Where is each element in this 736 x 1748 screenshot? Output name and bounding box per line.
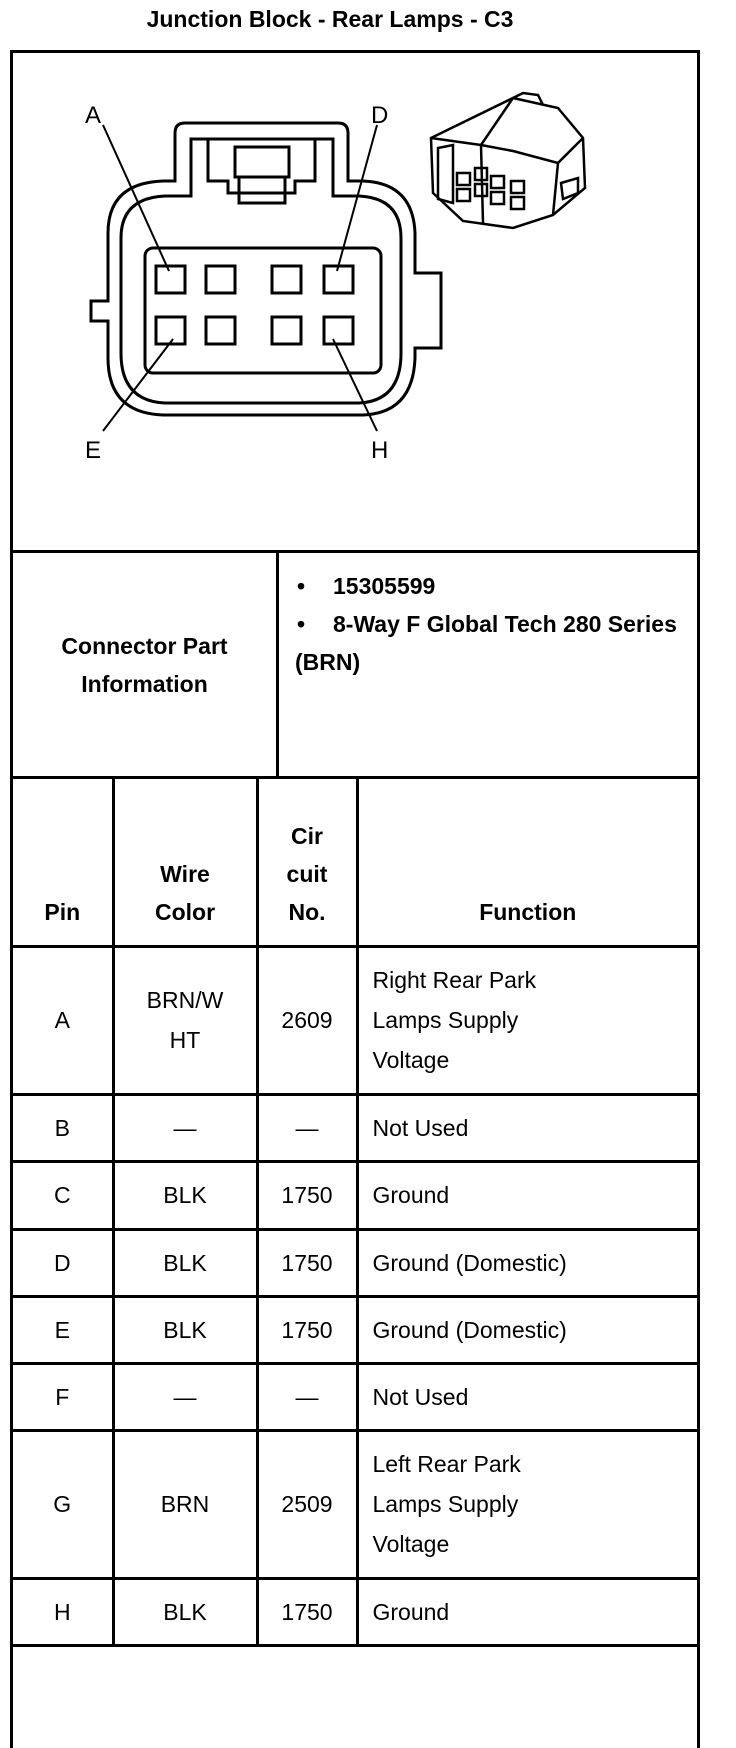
- header-wire-color: Wire Color: [113, 779, 257, 946]
- table-row: [13, 1229, 697, 1296]
- cell-circuit: 2609: [257, 946, 357, 1094]
- pinout-table: [13, 779, 697, 1647]
- cell-pin: H: [13, 1578, 113, 1645]
- cell-pin: G: [13, 1430, 113, 1578]
- page-title: Junction Block - Rear Lamps - C3: [146, 6, 514, 32]
- pin-label-d: D: [371, 102, 389, 129]
- cell-function: Not Used: [357, 1094, 697, 1161]
- cell-wire-color: BLK: [113, 1229, 257, 1296]
- cell-function: Ground (Domestic): [357, 1229, 697, 1296]
- header-circuit: Cir cuit No.: [257, 779, 357, 946]
- cell-function: Not Used: [357, 1363, 697, 1430]
- part-description: • 8-Way F Global Tech 280 Series (BRN): [295, 605, 697, 681]
- cavity-e: [156, 317, 185, 344]
- cavity-f: [206, 317, 235, 344]
- cell-circuit: —: [257, 1363, 357, 1430]
- cell-circuit: 1750: [257, 1578, 357, 1645]
- cell-wire-color: BLK: [113, 1161, 257, 1229]
- connector-sheet: [10, 50, 700, 1748]
- header-function: Function: [357, 779, 697, 946]
- cell-circuit: —: [257, 1094, 357, 1161]
- table-row: [13, 1430, 697, 1578]
- cell-pin: D: [13, 1229, 113, 1296]
- table-row: [13, 946, 697, 1094]
- table-row: [13, 1363, 697, 1430]
- table-row: [13, 1578, 697, 1645]
- cell-wire-color: BRN: [113, 1430, 257, 1578]
- table-row: [13, 1161, 697, 1229]
- cell-circuit: 2509: [257, 1430, 357, 1578]
- table-row: [13, 1094, 697, 1161]
- cavity-d: [324, 266, 353, 293]
- connector-part-info: [13, 553, 697, 779]
- cell-function: Ground (Domestic): [357, 1296, 697, 1363]
- cell-pin: E: [13, 1296, 113, 1363]
- cell-wire-color: BLK: [113, 1296, 257, 1363]
- cell-wire-color: BRN/W HT: [113, 946, 257, 1094]
- cell-function: Right Rear Park Lamps Supply Voltage: [357, 946, 697, 1094]
- table-row: [13, 1296, 697, 1363]
- connector-face-drawing: [13, 53, 697, 553]
- connector-diagram: [13, 53, 697, 553]
- cell-circuit: 1750: [257, 1229, 357, 1296]
- cell-pin: F: [13, 1363, 113, 1430]
- cell-pin: C: [13, 1161, 113, 1229]
- cell-pin: A: [13, 946, 113, 1094]
- cavity-a: [156, 266, 185, 293]
- cell-function: Ground: [357, 1578, 697, 1645]
- cavity-c: [272, 266, 301, 293]
- pin-label-e: E: [85, 437, 102, 464]
- part-info-label: Connector Part Information: [13, 553, 279, 776]
- header-pin: Pin: [13, 779, 113, 946]
- cell-circuit: 1750: [257, 1296, 357, 1363]
- table-header-row: [13, 779, 697, 946]
- part-info-list: [279, 553, 697, 776]
- pin-label-a: A: [85, 102, 102, 129]
- cell-wire-color: —: [113, 1094, 257, 1161]
- cell-function: Left Rear Park Lamps Supply Voltage: [357, 1430, 697, 1578]
- cell-wire-color: —: [113, 1363, 257, 1430]
- cell-circuit: 1750: [257, 1161, 357, 1229]
- part-number: • 15305599: [295, 567, 697, 605]
- cell-pin: B: [13, 1094, 113, 1161]
- cavity-g: [272, 317, 301, 344]
- pin-label-h: H: [371, 437, 389, 464]
- cavity-h: [324, 317, 353, 344]
- connector-iso-view: [431, 93, 585, 228]
- cell-wire-color: BLK: [113, 1578, 257, 1645]
- cell-function: Ground: [357, 1161, 697, 1229]
- cavity-b: [206, 266, 235, 293]
